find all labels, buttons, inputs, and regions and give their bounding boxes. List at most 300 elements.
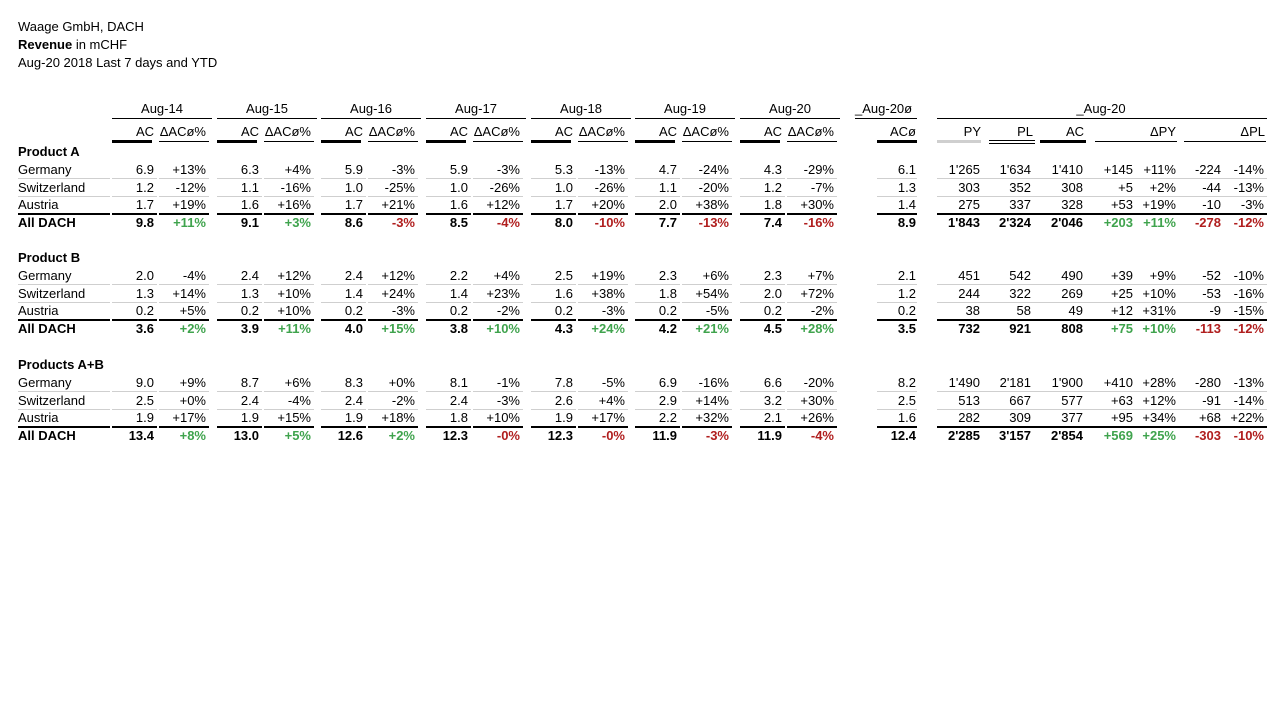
delta-py-abs-value: +145: [1103, 162, 1133, 177]
delta-value: +6%: [284, 375, 311, 390]
delta-value: +38%: [695, 197, 729, 213]
ac-value: 1.1: [240, 179, 259, 195]
ac-value: 1.9: [554, 410, 573, 426]
delta-py-pct-value: +10%: [1142, 285, 1176, 301]
delta-value: +8%: [179, 428, 206, 444]
delta-value: +12%: [381, 268, 415, 283]
ac-value: 3.9: [240, 321, 259, 337]
delta-value: +14%: [172, 285, 206, 301]
ac-value: 1.0: [449, 179, 468, 195]
avg-value: 2.1: [897, 268, 916, 283]
ac-value: 2.3: [763, 268, 782, 283]
ac-value: 1.7: [135, 197, 154, 213]
ac-value: 8.0: [554, 215, 573, 231]
delta-value: -0%: [601, 428, 625, 444]
ytd-ac-value: 2'854: [1050, 428, 1083, 444]
delta-py-pct-value: +9%: [1149, 268, 1176, 283]
delta-pl-pct-value: -16%: [1233, 285, 1264, 301]
ac-value: 1.3: [135, 285, 154, 301]
ac-value: 0.2: [658, 303, 677, 319]
delta-value: -16%: [803, 215, 834, 231]
ac-header-bar: [635, 140, 675, 143]
delta-value: +12%: [277, 268, 311, 283]
delta-pl-abs-value: -52: [1202, 268, 1221, 283]
row-label: Austria: [18, 410, 59, 426]
delta-py-abs-value: +569: [1103, 428, 1133, 444]
delta-pl-pct-value: -13%: [1233, 375, 1264, 390]
delta-value: +10%: [277, 303, 311, 319]
ac-value: 6.3: [240, 162, 259, 177]
ac-value: 1.6: [240, 197, 259, 213]
delta-value: +0%: [388, 375, 415, 390]
delta-value: +21%: [695, 321, 729, 337]
delta-value: +32%: [695, 410, 729, 426]
delta-pl-pct-value: -14%: [1233, 162, 1264, 177]
ytd-ac-value: 49: [1068, 303, 1083, 319]
ac-value: 2.3: [658, 268, 677, 283]
delta-value: -2%: [810, 303, 834, 319]
ac-value: 2.0: [135, 268, 154, 283]
ac-value: 9.0: [135, 375, 154, 390]
ac-column-header: AC: [554, 124, 573, 139]
delta-value: +3%: [284, 215, 311, 231]
pl-value: 2'181: [999, 375, 1031, 390]
avg-value: 1.4: [897, 197, 916, 213]
delta-py-abs-value: +75: [1110, 321, 1133, 337]
ac-value: 1.6: [449, 197, 468, 213]
measure-name: Revenue: [18, 37, 73, 52]
delta-pl-column-header: ΔPL: [1240, 124, 1265, 139]
ac-value: 2.2: [658, 410, 677, 426]
delta-value: +24%: [381, 285, 415, 301]
ac-value: 1.7: [344, 197, 363, 213]
delta-value: -3%: [391, 215, 415, 231]
delta-value: -13%: [698, 215, 729, 231]
ac-value: 0.2: [554, 303, 573, 319]
delta-py-header-rule: [1095, 141, 1177, 142]
delta-column-header: ΔACø%: [578, 124, 625, 139]
py-header-bar: [937, 140, 981, 143]
delta-pl-pct-value: -10%: [1233, 268, 1264, 283]
ac-value: 3.8: [449, 321, 468, 337]
delta-py-pct-value: +11%: [1143, 215, 1176, 231]
delta-pl-header-rule: [1184, 141, 1266, 142]
delta-value: +30%: [800, 392, 834, 408]
delta-value: +4%: [493, 268, 520, 283]
ac-value: 2.4: [344, 268, 363, 283]
delta-value: +19%: [591, 268, 625, 283]
delta-value: -13%: [594, 162, 625, 177]
ytd-ac-value: 1'900: [1051, 375, 1083, 390]
ac-value: 1.4: [449, 285, 468, 301]
day-header: Aug-14: [141, 101, 183, 116]
delta-value: -3%: [391, 162, 415, 177]
delta-value: +11%: [278, 321, 311, 337]
ac-value: 12.3: [547, 428, 573, 444]
avg-column-header: ACø: [890, 124, 916, 139]
delta-value: +26%: [800, 410, 834, 426]
avg-value: 8.9: [897, 215, 916, 231]
delta-py-pct-value: +31%: [1142, 303, 1176, 319]
delta-column-header: ΔACø%: [787, 124, 834, 139]
ytd-ac-value: 308: [1061, 179, 1083, 195]
delta-value: +10%: [486, 321, 520, 337]
delta-column-header: ΔACø%: [264, 124, 311, 139]
ac-value: 1.0: [344, 179, 363, 195]
ac-column-header: AC: [449, 124, 468, 139]
day-header-rule: [531, 118, 631, 119]
pl-column-header: PL: [1017, 124, 1033, 139]
delta-value: +2%: [388, 428, 415, 444]
delta-value: +0%: [179, 392, 206, 408]
ac-header-bar: [112, 140, 152, 143]
ytd-ac-value: 269: [1061, 285, 1083, 301]
section-title: Product B: [18, 250, 81, 265]
py-value: 303: [958, 179, 980, 195]
delta-value: +21%: [381, 197, 415, 213]
ac-value: 2.4: [240, 268, 259, 283]
ac-value: 12.6: [337, 428, 363, 444]
ac-value: 5.3: [554, 162, 573, 177]
py-value: 244: [958, 285, 980, 301]
delta-value: -20%: [803, 375, 834, 390]
delta-value: -16%: [280, 179, 311, 195]
ac-value: 7.8: [554, 375, 573, 390]
delta-value: -3%: [391, 303, 415, 319]
avg-value: 1.6: [897, 410, 916, 426]
ac-value: 4.5: [763, 321, 782, 337]
ytd-group-header: _Aug-20: [1076, 101, 1126, 116]
ac-value: 13.0: [233, 428, 259, 444]
ac-value: 1.9: [344, 410, 363, 426]
delta-value: -3%: [601, 303, 625, 319]
py-value: 275: [958, 197, 980, 213]
delta-pl-abs-value: -44: [1202, 179, 1221, 195]
avg-value: 0.2: [897, 303, 916, 319]
py-value: 513: [958, 392, 980, 408]
delta-value: -4%: [287, 392, 311, 408]
ac-value: 1.8: [449, 410, 468, 426]
delta-value: +12%: [486, 197, 520, 213]
delta-value: +4%: [284, 162, 311, 177]
delta-value: -1%: [496, 375, 520, 390]
delta-pl-pct-value: -15%: [1233, 303, 1264, 319]
section-title: Product A: [18, 144, 80, 159]
ac-value: 8.7: [240, 375, 259, 390]
delta-pl-abs-value: -278: [1194, 215, 1221, 231]
delta-value: -4%: [810, 428, 834, 444]
delta-pl-pct-value: +22%: [1230, 410, 1264, 426]
ac-header-bar: [426, 140, 466, 143]
pl-value: 337: [1009, 197, 1031, 213]
day-header: Aug-16: [350, 101, 392, 116]
delta-value: +15%: [381, 321, 415, 337]
delta-value: +10%: [486, 410, 520, 426]
row-label: Switzerland: [18, 392, 86, 408]
ac-value: 0.2: [240, 303, 259, 319]
ac-value: 1.6: [554, 285, 573, 301]
delta-py-pct-value: +10%: [1142, 321, 1176, 337]
ac-value: 8.6: [344, 215, 363, 231]
delta-py-abs-value: +63: [1110, 392, 1133, 408]
delta-pl-abs-value: -9: [1209, 303, 1221, 319]
delta-value: -5%: [601, 375, 625, 390]
delta-py-abs-value: +95: [1110, 410, 1133, 426]
delta-value: +10%: [277, 285, 311, 301]
row-label: Switzerland: [18, 179, 86, 195]
ac-value: 4.3: [763, 162, 782, 177]
ac-header-bar: [217, 140, 257, 143]
delta-pl-pct-value: -12%: [1233, 321, 1264, 337]
py-value: 1'265: [948, 162, 980, 177]
delta-value: -7%: [810, 179, 834, 195]
total-row-label: All DACH: [18, 215, 76, 231]
delta-py-abs-value: +5: [1118, 179, 1133, 195]
day-header-rule: [426, 118, 526, 119]
delta-value: +72%: [800, 285, 834, 301]
day-header-rule: [112, 118, 212, 119]
delta-value: -16%: [698, 375, 729, 390]
ac-value: 1.4: [344, 285, 363, 301]
ac-column-header: AC: [344, 124, 363, 139]
ac-value: 0.2: [763, 303, 782, 319]
delta-pl-pct-value: -10%: [1233, 428, 1264, 444]
delta-value: -4%: [496, 215, 520, 231]
ac-value: 2.1: [763, 410, 782, 426]
day-header: Aug-17: [455, 101, 497, 116]
delta-value: +15%: [277, 410, 311, 426]
py-value: 2'285: [947, 428, 980, 444]
ytd-ac-value: 577: [1061, 392, 1083, 408]
delta-pl-abs-value: +68: [1198, 410, 1221, 426]
ac-value: 8.5: [449, 215, 468, 231]
ac-value: 2.4: [449, 392, 468, 408]
pl-value: 352: [1009, 179, 1031, 195]
ac-value: 7.7: [658, 215, 677, 231]
ac-value: 1.0: [554, 179, 573, 195]
ac-value: 2.2: [449, 268, 468, 283]
delta-py-pct-value: +12%: [1142, 392, 1176, 408]
ac-value: 3.6: [135, 321, 154, 337]
ac-value: 1.9: [135, 410, 154, 426]
ac-header-bar: [321, 140, 361, 143]
pl-value: 58: [1016, 303, 1031, 319]
pl-value: 921: [1009, 321, 1031, 337]
avg-value: 3.5: [897, 321, 916, 337]
delta-value: -12%: [175, 179, 206, 195]
ac-value: 2.6: [554, 392, 573, 408]
ac-value: 8.3: [344, 375, 363, 390]
ac-value: 11.9: [652, 428, 677, 444]
delta-value: -20%: [698, 179, 729, 195]
delta-value: -3%: [496, 162, 520, 177]
delta-column-header: ΔACø%: [159, 124, 206, 139]
py-value: 732: [958, 321, 980, 337]
delta-header-rule: [368, 141, 418, 142]
delta-py-column-header: ΔPY: [1149, 124, 1176, 139]
pl-value: 322: [1009, 285, 1031, 301]
delta-header-rule: [159, 141, 209, 142]
delta-value: +54%: [695, 285, 729, 301]
ac-value: 1.3: [240, 285, 259, 301]
delta-header-rule: [787, 141, 837, 142]
pl-value: 542: [1009, 268, 1031, 283]
py-value: 1'490: [948, 375, 980, 390]
delta-py-pct-value: +28%: [1142, 375, 1176, 390]
ac-value: 1.2: [763, 179, 782, 195]
pl-value: 2'324: [998, 215, 1031, 231]
avg-value: 12.4: [890, 428, 916, 444]
day-header: Aug-20: [769, 101, 811, 116]
delta-value: -0%: [496, 428, 520, 444]
delta-pl-pct-value: -14%: [1233, 392, 1264, 408]
delta-value: +13%: [172, 162, 206, 177]
delta-pl-abs-value: -303: [1194, 428, 1221, 444]
ac-value: 8.1: [449, 375, 468, 390]
delta-value: -5%: [705, 303, 729, 319]
delta-header-rule: [264, 141, 314, 142]
ac-value: 4.2: [658, 321, 677, 337]
day-header-rule: [635, 118, 735, 119]
ytd-ac-value: 2'046: [1050, 215, 1083, 231]
ytd-group-rule: [937, 118, 1267, 119]
delta-value: -29%: [803, 162, 834, 177]
delta-value: -24%: [698, 162, 729, 177]
ac-value: 12.3: [442, 428, 468, 444]
delta-value: -4%: [182, 268, 206, 283]
avg-value: 1.3: [897, 179, 916, 195]
ac-value: 1.2: [135, 179, 154, 195]
delta-py-pct-value: +2%: [1149, 179, 1176, 195]
delta-value: +14%: [695, 392, 729, 408]
ytd-ac-value: 1'410: [1051, 162, 1083, 177]
ac-value: 9.1: [240, 215, 259, 231]
section-title: Products A+B: [18, 357, 104, 372]
ac-value: 2.9: [658, 392, 677, 408]
delta-value: -2%: [496, 303, 520, 319]
delta-column-header: ΔACø%: [682, 124, 729, 139]
delta-value: +28%: [800, 321, 834, 337]
ac-column-header: AC: [658, 124, 677, 139]
ac-value: 6.9: [135, 162, 154, 177]
ytd-ac-column-header: AC: [1065, 124, 1084, 139]
row-label: Austria: [18, 197, 59, 213]
ac-value: 5.9: [449, 162, 468, 177]
delta-value: +5%: [179, 303, 206, 319]
ac-value: 2.5: [554, 268, 573, 283]
delta-value: +24%: [591, 321, 625, 337]
day-header: Aug-18: [560, 101, 602, 116]
total-row-label: All DACH: [18, 428, 76, 444]
ac-value: 2.4: [240, 392, 259, 408]
delta-value: +19%: [172, 197, 206, 213]
delta-value: -3%: [496, 392, 520, 408]
day-header-rule: [740, 118, 840, 119]
ac-value: 1.8: [763, 197, 782, 213]
ytd-ac-value: 808: [1061, 321, 1083, 337]
avg-group-rule: [855, 118, 917, 119]
py-value: 1'843: [947, 215, 980, 231]
day-header-rule: [217, 118, 317, 119]
row-label: Switzerland: [18, 285, 86, 301]
pl-value: 1'634: [999, 162, 1031, 177]
ac-value: 0.2: [449, 303, 468, 319]
delta-value: -10%: [594, 215, 625, 231]
ac-value: 1.9: [240, 410, 259, 426]
ac-value: 1.7: [554, 197, 573, 213]
ac-header-bar: [531, 140, 571, 143]
delta-header-rule: [578, 141, 628, 142]
delta-value: -26%: [594, 179, 625, 195]
ac-value: 6.9: [658, 375, 677, 390]
avg-value: 8.2: [897, 375, 916, 390]
ytd-ac-value: 328: [1061, 197, 1083, 213]
avg-value: 6.1: [897, 162, 916, 177]
delta-value: +17%: [591, 410, 625, 426]
ac-column-header: AC: [240, 124, 259, 139]
ytd-ac-value: 377: [1061, 410, 1083, 426]
delta-value: +38%: [591, 285, 625, 301]
delta-value: +20%: [591, 197, 625, 213]
avg-header-bar: [877, 140, 917, 143]
delta-py-pct-value: +19%: [1142, 197, 1176, 213]
avg-value: 1.2: [897, 285, 916, 301]
delta-value: +16%: [277, 197, 311, 213]
ac-column-header: AC: [763, 124, 782, 139]
delta-column-header: ΔACø%: [473, 124, 520, 139]
pl-value: 309: [1009, 410, 1031, 426]
py-value: 451: [958, 268, 980, 283]
py-value: 282: [958, 410, 980, 426]
delta-pl-pct-value: -12%: [1233, 215, 1264, 231]
ac-value: 2.0: [763, 285, 782, 301]
py-value: 38: [965, 303, 980, 319]
delta-py-abs-value: +25: [1110, 285, 1133, 301]
ac-value: 4.7: [658, 162, 677, 177]
delta-column-header: ΔACø%: [368, 124, 415, 139]
delta-py-pct-value: +25%: [1142, 428, 1176, 444]
row-label: Germany: [18, 162, 72, 177]
ac-value: 1.8: [658, 285, 677, 301]
delta-pl-abs-value: -10: [1202, 197, 1221, 213]
ac-value: 1.1: [658, 179, 677, 195]
ac-header-bar: [740, 140, 780, 143]
day-header: Aug-15: [246, 101, 288, 116]
delta-header-rule: [473, 141, 523, 142]
ac-value: 4.3: [554, 321, 573, 337]
ac-value: 3.2: [763, 392, 782, 408]
ac-value: 2.0: [658, 197, 677, 213]
delta-value: +23%: [486, 285, 520, 301]
delta-py-pct-value: +34%: [1142, 410, 1176, 426]
delta-py-abs-value: +410: [1103, 375, 1133, 390]
delta-value: +6%: [702, 268, 729, 283]
ac-value: 11.9: [757, 428, 782, 444]
ac-value: 2.4: [344, 392, 363, 408]
pl-value: 667: [1009, 392, 1031, 408]
row-label: Germany: [18, 268, 72, 283]
delta-value: -2%: [391, 392, 415, 408]
delta-value: +17%: [172, 410, 206, 426]
delta-value: -25%: [384, 179, 415, 195]
ac-value: 9.8: [135, 215, 154, 231]
delta-value: +2%: [179, 321, 206, 337]
delta-pl-abs-value: -113: [1195, 321, 1221, 337]
avg-value: 2.5: [897, 392, 916, 408]
day-header-rule: [321, 118, 421, 119]
period-line: Aug-20 2018 Last 7 days and YTD: [18, 55, 218, 70]
delta-value: +18%: [381, 410, 415, 426]
